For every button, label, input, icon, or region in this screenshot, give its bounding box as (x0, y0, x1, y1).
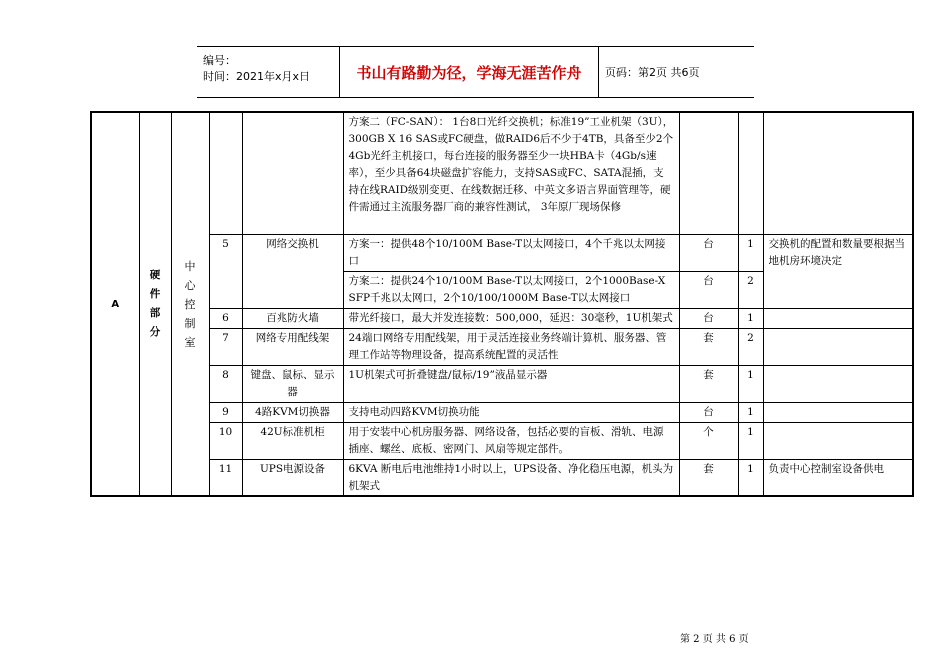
item-qty (738, 112, 763, 234)
item-unit: 台 (679, 234, 738, 271)
item-qty: 1 (738, 234, 763, 271)
page-header (197, 46, 754, 98)
page-indicator: 页码：第2页 共6页 (605, 66, 700, 79)
item-no (209, 112, 242, 234)
item-spec: 支持电动四路KVM切换功能 (343, 402, 679, 422)
item-name: 百兆防火墙 (242, 308, 343, 328)
section-cell (139, 112, 171, 496)
table-row (91, 459, 913, 496)
table-row (91, 328, 913, 365)
category-cell: A (91, 112, 139, 496)
item-name: 网络专用配线架 (242, 328, 343, 365)
page-footer: 第 2 页 共 6 页 (680, 634, 749, 645)
subsection-label: 中心控制室 (184, 259, 196, 349)
table-row (91, 112, 913, 234)
item-name: 网络交换机 (242, 234, 343, 308)
item-no: 10 (209, 422, 242, 459)
item-no: 11 (209, 459, 242, 496)
table-row (91, 234, 913, 271)
item-no: 8 (209, 365, 242, 402)
table-row (91, 402, 913, 422)
item-unit: 台 (679, 308, 738, 328)
table-row (91, 365, 913, 402)
item-unit (679, 112, 738, 234)
section-label: 硬件部分 (149, 269, 161, 338)
item-no: 5 (209, 234, 242, 308)
item-unit: 台 (679, 402, 738, 422)
item-qty: 1 (738, 459, 763, 496)
item-no: 6 (209, 308, 242, 328)
item-note (763, 365, 913, 402)
item-qty: 1 (738, 365, 763, 402)
item-name: UPS电源设备 (242, 459, 343, 496)
item-qty: 1 (738, 422, 763, 459)
table-row (91, 308, 913, 328)
item-note (763, 402, 913, 422)
item-spec: 6KVA 断电后电池维持1小时以上，UPS设备、净化稳压电源，机头为机架式 (343, 459, 679, 496)
item-spec: 用于安装中心机房服务器、网络设备，包括必要的盲板、滑轨、电源插座、螺丝、底板、密网门、风扇等规定部件。 (343, 422, 679, 459)
slogan: 书山有路勤为径，学海无涯苦作舟 (340, 47, 599, 97)
subsection-cell (171, 112, 209, 496)
item-spec: 方案二（FC-SAN）： 1台8口光纤交换机；标准19”工业机架（3U），300GB X 16 SAS或FC硬盘，做RAID6后不少于4TB，具备至少2个4Gb光纤主机接口，每台连接的服务器至少一块HBA卡（4Gb/s速率），至少具备64块磁盘扩容能力，支持SAS或FC、SATA混插，支持在线RAID级别变更、在线数据迁移、中英文多语言界面管理等，硬件需通过主流服务器厂商的兼容性测试， 3年原厂现场保修 (343, 112, 679, 234)
item-spec: 带光纤接口，最大并发连接数：500,000，延迟：30毫秒，1U机架式 (343, 308, 679, 328)
equipment-table (90, 111, 914, 497)
item-spec: 方案二：提供24个10/100M Base-T以太网接口，2个1000Base-X SFP千兆以太网口，2个10/100/1000M Base-T以太网接口 (343, 271, 679, 308)
item-unit: 套 (679, 365, 738, 402)
item-name: 键盘、鼠标、显示器 (242, 365, 343, 402)
item-unit: 个 (679, 422, 738, 459)
number-label: 编号： (203, 54, 236, 67)
item-note: 负责中心控制室设备供电 (763, 459, 913, 496)
time-label: 时间：2021年x月x日 (203, 70, 311, 83)
item-note (763, 422, 913, 459)
item-no: 7 (209, 328, 242, 365)
item-name: 42U标准机柜 (242, 422, 343, 459)
item-unit: 台 (679, 271, 738, 308)
item-note (763, 112, 913, 234)
item-qty: 2 (738, 271, 763, 308)
item-name (242, 112, 343, 234)
item-spec: 24端口网络专用配线架，用于灵活连接业务终端计算机、服务器、管理工作站等物理设备，提高系统配置的灵活性 (343, 328, 679, 365)
header-meta (197, 47, 340, 97)
item-note: 交换机的配置和数量要根据当地机房环境决定 (763, 234, 913, 308)
item-note (763, 308, 913, 328)
item-unit: 套 (679, 459, 738, 496)
item-qty: 2 (738, 328, 763, 365)
item-note (763, 328, 913, 365)
item-unit: 套 (679, 328, 738, 365)
item-qty: 1 (738, 308, 763, 328)
item-qty: 1 (738, 402, 763, 422)
item-spec: 方案一：提供48个10/100M Base-T以太网接口，4个千兆以太网接口 (343, 234, 679, 271)
item-spec: 1U机架式可折叠键盘/鼠标/19”液晶显示器 (343, 365, 679, 402)
item-name: 4路KVM切换器 (242, 402, 343, 422)
table-row (91, 422, 913, 459)
item-no: 9 (209, 402, 242, 422)
